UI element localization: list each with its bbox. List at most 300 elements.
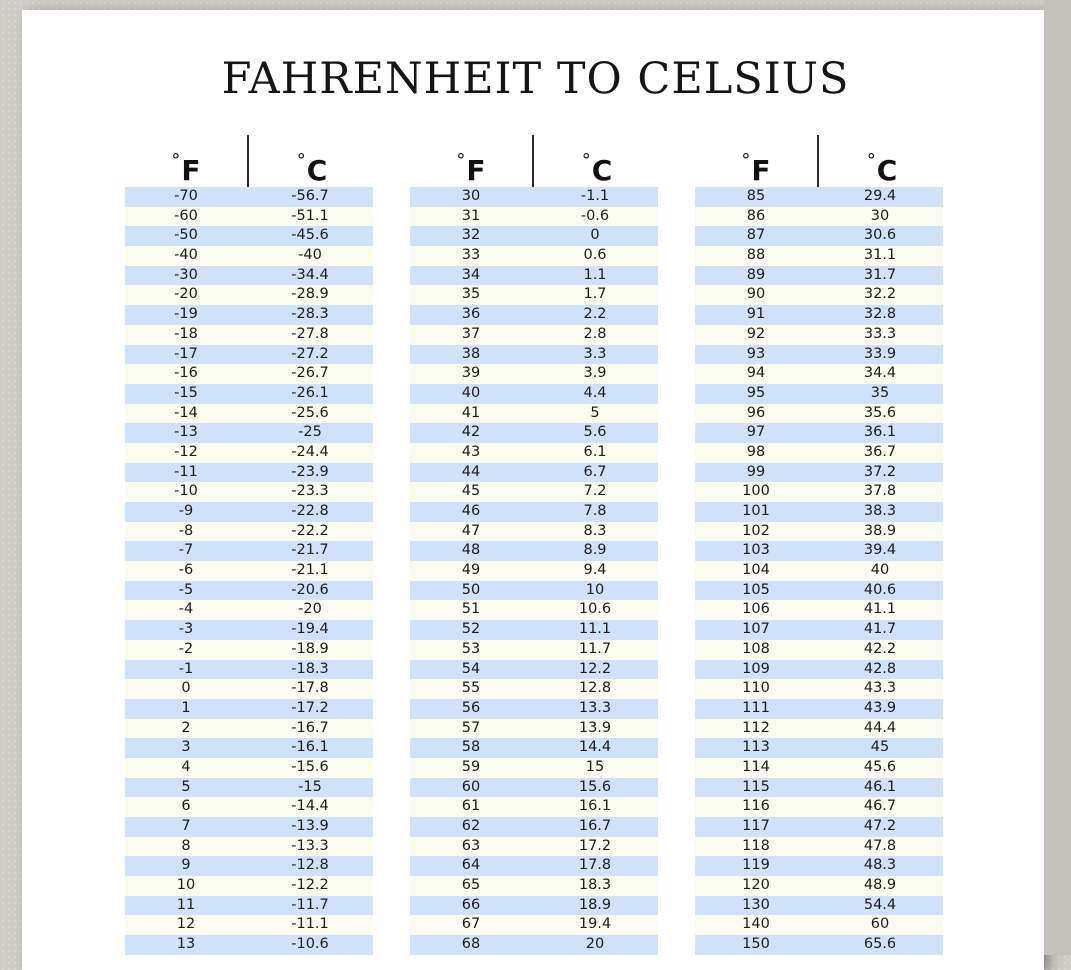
table-row [410, 738, 658, 758]
fahrenheit-value: 91 [746, 306, 766, 323]
celsius-value: 40 [870, 562, 890, 579]
fahrenheit-value: 58 [461, 739, 481, 756]
celsius-value: 30.6 [863, 227, 897, 244]
fahrenheit-value: -1 [178, 660, 194, 677]
table-row [410, 541, 658, 561]
celsius-value: -26.1 [291, 384, 329, 401]
table-row [125, 719, 373, 739]
fahrenheit-value: 8 [181, 837, 191, 854]
fahrenheit-value: 33 [461, 247, 481, 264]
celsius-value: -23.9 [291, 463, 329, 480]
celsius-value: -20.6 [291, 581, 329, 598]
fahrenheit-value: 5 [181, 778, 191, 795]
fahrenheit-value: 97 [746, 424, 766, 441]
table-row [695, 797, 943, 817]
table-row [410, 285, 658, 305]
celsius-value: 14.4 [578, 739, 612, 756]
table-row [695, 699, 943, 719]
celsius-value: 30 [870, 207, 890, 224]
table-row [410, 935, 658, 955]
table-row [695, 876, 943, 896]
fahrenheit-value: 38 [461, 345, 481, 362]
celsius-value: 3.3 [583, 345, 607, 362]
conversion-table-3 [695, 135, 943, 955]
table-row [410, 699, 658, 719]
fahrenheit-value: -50 [174, 227, 198, 244]
celsius-value: 18.3 [578, 877, 612, 894]
degree-symbol: ° [171, 150, 181, 171]
celsius-value: 48.9 [863, 877, 897, 894]
fahrenheit-value: 65 [461, 877, 481, 894]
table-row [410, 266, 658, 286]
table-row [125, 660, 373, 680]
fahrenheit-value: 6 [181, 798, 191, 815]
table-row [410, 345, 658, 365]
fahrenheit-value: -30 [174, 266, 198, 283]
celsius-value: 7.2 [583, 483, 607, 500]
table-row [695, 935, 943, 955]
fahrenheit-value: -20 [174, 286, 198, 303]
table-row [125, 226, 373, 246]
table-row [125, 600, 373, 620]
celsius-value: 11.7 [578, 640, 612, 657]
celsius-value: 12.8 [578, 680, 612, 697]
table-row [695, 325, 943, 345]
celsius-value: 5.6 [583, 424, 607, 441]
table-row [695, 758, 943, 778]
fahrenheit-value: -16 [174, 365, 198, 382]
celsius-value: -21.1 [291, 562, 329, 579]
celsius-value: -17.2 [291, 699, 329, 716]
table-row [410, 561, 658, 581]
celsius-header: °C [296, 150, 328, 187]
fahrenheit-value: 108 [742, 640, 770, 657]
fahrenheit-value: 96 [746, 404, 766, 421]
table-row [410, 640, 658, 660]
celsius-value: 41.7 [863, 621, 897, 638]
fahrenheit-value: 46 [461, 503, 481, 519]
celsius-value: 31.7 [863, 266, 897, 283]
celsius-value: -27.2 [291, 345, 329, 362]
celsius-value: -10.6 [291, 936, 329, 953]
fahrenheit-value: 39 [461, 365, 481, 382]
celsius-value: -25.6 [291, 404, 329, 421]
table-row [125, 325, 373, 345]
table-row [410, 522, 658, 542]
table-row [125, 404, 373, 424]
celsius-value: -27.8 [291, 325, 329, 342]
fahrenheit-value: 93 [746, 345, 766, 362]
fahrenheit-value: -3 [178, 621, 194, 638]
fahrenheit-value: 88 [746, 247, 766, 264]
fahrenheit-value: 112 [742, 719, 770, 736]
fahrenheit-value: 106 [742, 601, 770, 618]
fahrenheit-value: -4 [178, 601, 194, 618]
table-row [695, 364, 943, 384]
fahrenheit-value: 44 [461, 463, 481, 480]
table-row [695, 423, 943, 443]
fahrenheit-value: 42 [461, 424, 481, 441]
fahrenheit-value: 99 [746, 463, 766, 480]
fahrenheit-value: 37 [461, 325, 481, 342]
fahrenheit-header: °F [456, 150, 486, 187]
celsius-value: -16.7 [291, 719, 329, 736]
celsius-value: -11.1 [291, 916, 329, 933]
fahrenheit-value: 115 [742, 778, 770, 795]
table-row [410, 896, 658, 916]
celsius-value: 12.2 [578, 660, 612, 677]
table-row [410, 679, 658, 699]
table-row [125, 423, 373, 443]
fahrenheit-value: 100 [742, 483, 770, 500]
table-row [410, 620, 658, 640]
table-header [125, 135, 373, 187]
fahrenheit-value: 3 [181, 739, 191, 756]
table-row [125, 581, 373, 601]
table-row [695, 187, 943, 207]
celsius-value: 17.8 [578, 857, 612, 874]
table-row [125, 738, 373, 758]
fahrenheit-value: -14 [174, 404, 198, 421]
fahrenheit-value: 13 [176, 936, 196, 953]
fahrenheit-value: 57 [461, 719, 481, 736]
fahrenheit-value: 90 [746, 286, 766, 303]
celsius-value: -17.8 [291, 680, 329, 697]
fahrenheit-value: 1 [181, 699, 191, 716]
table-row [695, 896, 943, 916]
fahrenheit-value: 118 [742, 837, 770, 854]
table-row [410, 207, 658, 227]
fahrenheit-value: 109 [742, 660, 770, 677]
celsius-value: 54.4 [863, 896, 897, 913]
degree-symbol: ° [741, 150, 751, 171]
table-row [125, 915, 373, 935]
fahrenheit-value: 61 [461, 798, 481, 815]
celsius-value: 3.9 [583, 365, 607, 382]
fahrenheit-value: -18 [174, 325, 198, 342]
celsius-value: 1.1 [583, 266, 607, 283]
table-row [125, 187, 373, 207]
table-rows [695, 187, 943, 955]
celsius-value: 4.4 [583, 384, 607, 401]
celsius-header: °C [866, 150, 898, 187]
fahrenheit-value: 85 [746, 188, 766, 204]
celsius-value: 17.2 [578, 837, 612, 854]
celsius-value: -13.3 [291, 837, 329, 854]
table-row [125, 463, 373, 483]
table-row [695, 285, 943, 305]
table-row [125, 758, 373, 778]
table-row [410, 423, 658, 443]
table-row [125, 305, 373, 325]
celsius-value: 6.7 [583, 463, 607, 480]
celsius-value: -13.9 [291, 818, 329, 834]
fahrenheit-value: 110 [742, 680, 770, 697]
fahrenheit-value: 40 [461, 384, 481, 401]
fahrenheit-value: -10 [174, 483, 198, 500]
table-row [695, 384, 943, 404]
fahrenheit-value: 150 [742, 936, 770, 953]
table-row [410, 856, 658, 876]
fahrenheit-value: 12 [176, 916, 196, 933]
table-header [410, 135, 658, 187]
fahrenheit-value: 102 [742, 522, 770, 539]
table-row [410, 797, 658, 817]
fahrenheit-value: 103 [742, 542, 770, 559]
fahrenheit-value: 47 [461, 522, 481, 539]
celsius-value: -19.4 [291, 621, 329, 638]
table-row [125, 364, 373, 384]
table-row [695, 443, 943, 463]
table-row [410, 187, 658, 207]
celsius-value: -18.3 [291, 660, 329, 677]
table-row [410, 502, 658, 522]
table-row [695, 345, 943, 365]
table-row [695, 404, 943, 424]
fahrenheit-value: -15 [174, 384, 198, 401]
celsius-value: 15.6 [578, 778, 612, 795]
celsius-value: -25 [298, 424, 322, 441]
table-row [410, 876, 658, 896]
celsius-value: -1.1 [580, 188, 610, 204]
table-row [125, 285, 373, 305]
table-row [125, 345, 373, 365]
celsius-value: -22.8 [291, 503, 329, 519]
celsius-value: 39.4 [863, 542, 897, 559]
fahrenheit-value: 86 [746, 207, 766, 224]
fahrenheit-value: 95 [746, 384, 766, 401]
celsius-value: -18.9 [291, 640, 329, 657]
fahrenheit-value: -17 [174, 345, 198, 362]
fahrenheit-value: 107 [742, 621, 770, 638]
celsius-value: 9.4 [583, 562, 607, 579]
celsius-value: -24.4 [291, 443, 329, 460]
celsius-value: 47.8 [863, 837, 897, 854]
celsius-value: 36.7 [863, 443, 897, 460]
fahrenheit-value: -5 [178, 581, 194, 598]
table-row [695, 778, 943, 798]
background-edge [1044, 0, 1071, 955]
table-header [695, 135, 943, 187]
celsius-value: 7.8 [583, 503, 607, 519]
celsius-value: 40.6 [863, 581, 897, 598]
celsius-value: 1.7 [583, 286, 607, 303]
celsius-value: 46.1 [863, 778, 897, 795]
celsius-value: 43.9 [863, 699, 897, 716]
page-title: FAHRENHEIT TO CELSIUS [221, 54, 850, 104]
celsius-value: 8.9 [583, 542, 607, 559]
table-row [695, 305, 943, 325]
fahrenheit-value: 114 [742, 758, 770, 775]
table-row [695, 266, 943, 286]
conversion-table-1 [125, 135, 373, 955]
fahrenheit-value: 2 [181, 719, 191, 736]
celsius-value: -14.4 [291, 798, 329, 815]
celsius-value: 43.3 [863, 680, 897, 697]
celsius-value: 65.6 [863, 936, 897, 953]
fahrenheit-value: 31 [461, 207, 481, 224]
celsius-value: 2.2 [583, 306, 607, 323]
table-row [125, 443, 373, 463]
table-row [125, 817, 373, 837]
celsius-value: -40 [298, 247, 322, 264]
table-row [410, 482, 658, 502]
fahrenheit-value: 120 [742, 877, 770, 894]
fahrenheit-value: 66 [461, 896, 481, 913]
fahrenheit-value: 43 [461, 443, 481, 460]
table-row [695, 640, 943, 660]
fahrenheit-value: 64 [461, 857, 481, 874]
celsius-value: -0.6 [580, 207, 610, 224]
celsius-value: 33.3 [863, 325, 897, 342]
table-row [410, 837, 658, 857]
celsius-value: 42.2 [863, 640, 897, 657]
celsius-value: 32.8 [863, 306, 897, 323]
fahrenheit-value: 10 [176, 877, 196, 894]
fahrenheit-header: °F [171, 150, 201, 187]
fahrenheit-value: 59 [461, 758, 481, 775]
fahrenheit-value: 34 [461, 266, 481, 283]
fahrenheit-value: -60 [174, 207, 198, 224]
fahrenheit-value: -12 [174, 443, 198, 460]
fahrenheit-value: -11 [174, 463, 198, 480]
fahrenheit-value: 111 [742, 699, 770, 716]
table-row [125, 620, 373, 640]
celsius-value: 0.6 [583, 247, 607, 264]
fahrenheit-value: 68 [461, 936, 481, 953]
table-rows [125, 187, 373, 955]
celsius-value: 0 [590, 227, 600, 244]
fahrenheit-value: 11 [176, 896, 196, 913]
fahrenheit-value: 117 [742, 818, 770, 834]
fahrenheit-value: 140 [742, 916, 770, 933]
fahrenheit-value: -40 [174, 247, 198, 264]
fahrenheit-value: 105 [742, 581, 770, 598]
celsius-value: 37.2 [863, 463, 897, 480]
fahrenheit-value: 130 [742, 896, 770, 913]
celsius-value: 37.8 [863, 483, 897, 500]
table-row [125, 856, 373, 876]
table-row [695, 207, 943, 227]
celsius-value: 60 [870, 916, 890, 933]
celsius-value: 41.1 [863, 601, 897, 618]
celsius-value: 10 [585, 581, 605, 598]
celsius-value: 2.8 [583, 325, 607, 342]
table-row [125, 266, 373, 286]
celsius-value: 19.4 [578, 916, 612, 933]
table-row [125, 561, 373, 581]
celsius-value: 42.8 [863, 660, 897, 677]
fahrenheit-value: 50 [461, 581, 481, 598]
fahrenheit-value: 60 [461, 778, 481, 795]
table-row [695, 482, 943, 502]
fahrenheit-value: 55 [461, 680, 481, 697]
fahrenheit-value: 35 [461, 286, 481, 303]
celsius-value: 48.3 [863, 857, 897, 874]
fahrenheit-value: -2 [178, 640, 194, 657]
fahrenheit-value: 89 [746, 266, 766, 283]
fahrenheit-value: 53 [461, 640, 481, 657]
celsius-value: -28.3 [291, 306, 329, 323]
table-row [410, 778, 658, 798]
celsius-value: 13.9 [578, 719, 612, 736]
celsius-value: 5 [590, 404, 600, 421]
table-row [695, 817, 943, 837]
table-row [695, 226, 943, 246]
conversion-table-2 [410, 135, 658, 955]
celsius-value: -23.3 [291, 483, 329, 500]
table-row [695, 738, 943, 758]
fahrenheit-value: 101 [742, 503, 770, 519]
fahrenheit-value: 113 [742, 739, 770, 756]
celsius-value: 15 [585, 758, 605, 775]
celsius-value: -15 [298, 778, 322, 795]
celsius-value: -26.7 [291, 365, 329, 382]
fahrenheit-value: 104 [742, 562, 770, 579]
fahrenheit-value: -70 [174, 188, 198, 204]
degree-symbol: ° [456, 150, 466, 171]
celsius-value: 29.4 [863, 188, 897, 204]
table-row [695, 541, 943, 561]
fahrenheit-value: 49 [461, 562, 481, 579]
table-row [125, 640, 373, 660]
celsius-value: -51.1 [291, 207, 329, 224]
table-row [125, 797, 373, 817]
degree-symbol: ° [866, 150, 876, 171]
celsius-value: -45.6 [291, 227, 329, 244]
fahrenheit-value: 4 [181, 758, 191, 775]
celsius-value: 16.1 [578, 798, 612, 815]
fahrenheit-value: 119 [742, 857, 770, 874]
table-row [695, 502, 943, 522]
celsius-value: -11.7 [291, 896, 329, 913]
table-row [410, 364, 658, 384]
degree-symbol: ° [296, 150, 306, 171]
table-row [125, 837, 373, 857]
table-row [695, 246, 943, 266]
fahrenheit-value: 116 [742, 798, 770, 815]
table-row [410, 660, 658, 680]
celsius-value: 32.2 [863, 286, 897, 303]
fahrenheit-value: 36 [461, 306, 481, 323]
table-row [410, 719, 658, 739]
celsius-value: 34.4 [863, 365, 897, 382]
celsius-value: 8.3 [583, 522, 607, 539]
table-row [695, 463, 943, 483]
fahrenheit-value: 94 [746, 365, 766, 382]
celsius-value: 44.4 [863, 719, 897, 736]
celsius-value: -12.2 [291, 877, 329, 894]
celsius-value: 10.6 [578, 601, 612, 618]
table-row [125, 896, 373, 916]
celsius-value: 46.7 [863, 798, 897, 815]
table-row [695, 915, 943, 935]
celsius-value: -56.7 [291, 188, 329, 204]
celsius-value: -22.2 [291, 522, 329, 539]
celsius-value: 13.3 [578, 699, 612, 716]
celsius-value: 38.3 [863, 503, 897, 519]
fahrenheit-value: 7 [181, 818, 191, 834]
celsius-value: 36.1 [863, 424, 897, 441]
table-row [410, 246, 658, 266]
celsius-value: 31.1 [863, 247, 897, 264]
table-row [125, 482, 373, 502]
celsius-value: 45 [870, 739, 890, 756]
table-row [410, 305, 658, 325]
fahrenheit-value: 41 [461, 404, 481, 421]
table-rows [410, 187, 658, 955]
celsius-header: °C [581, 150, 613, 187]
